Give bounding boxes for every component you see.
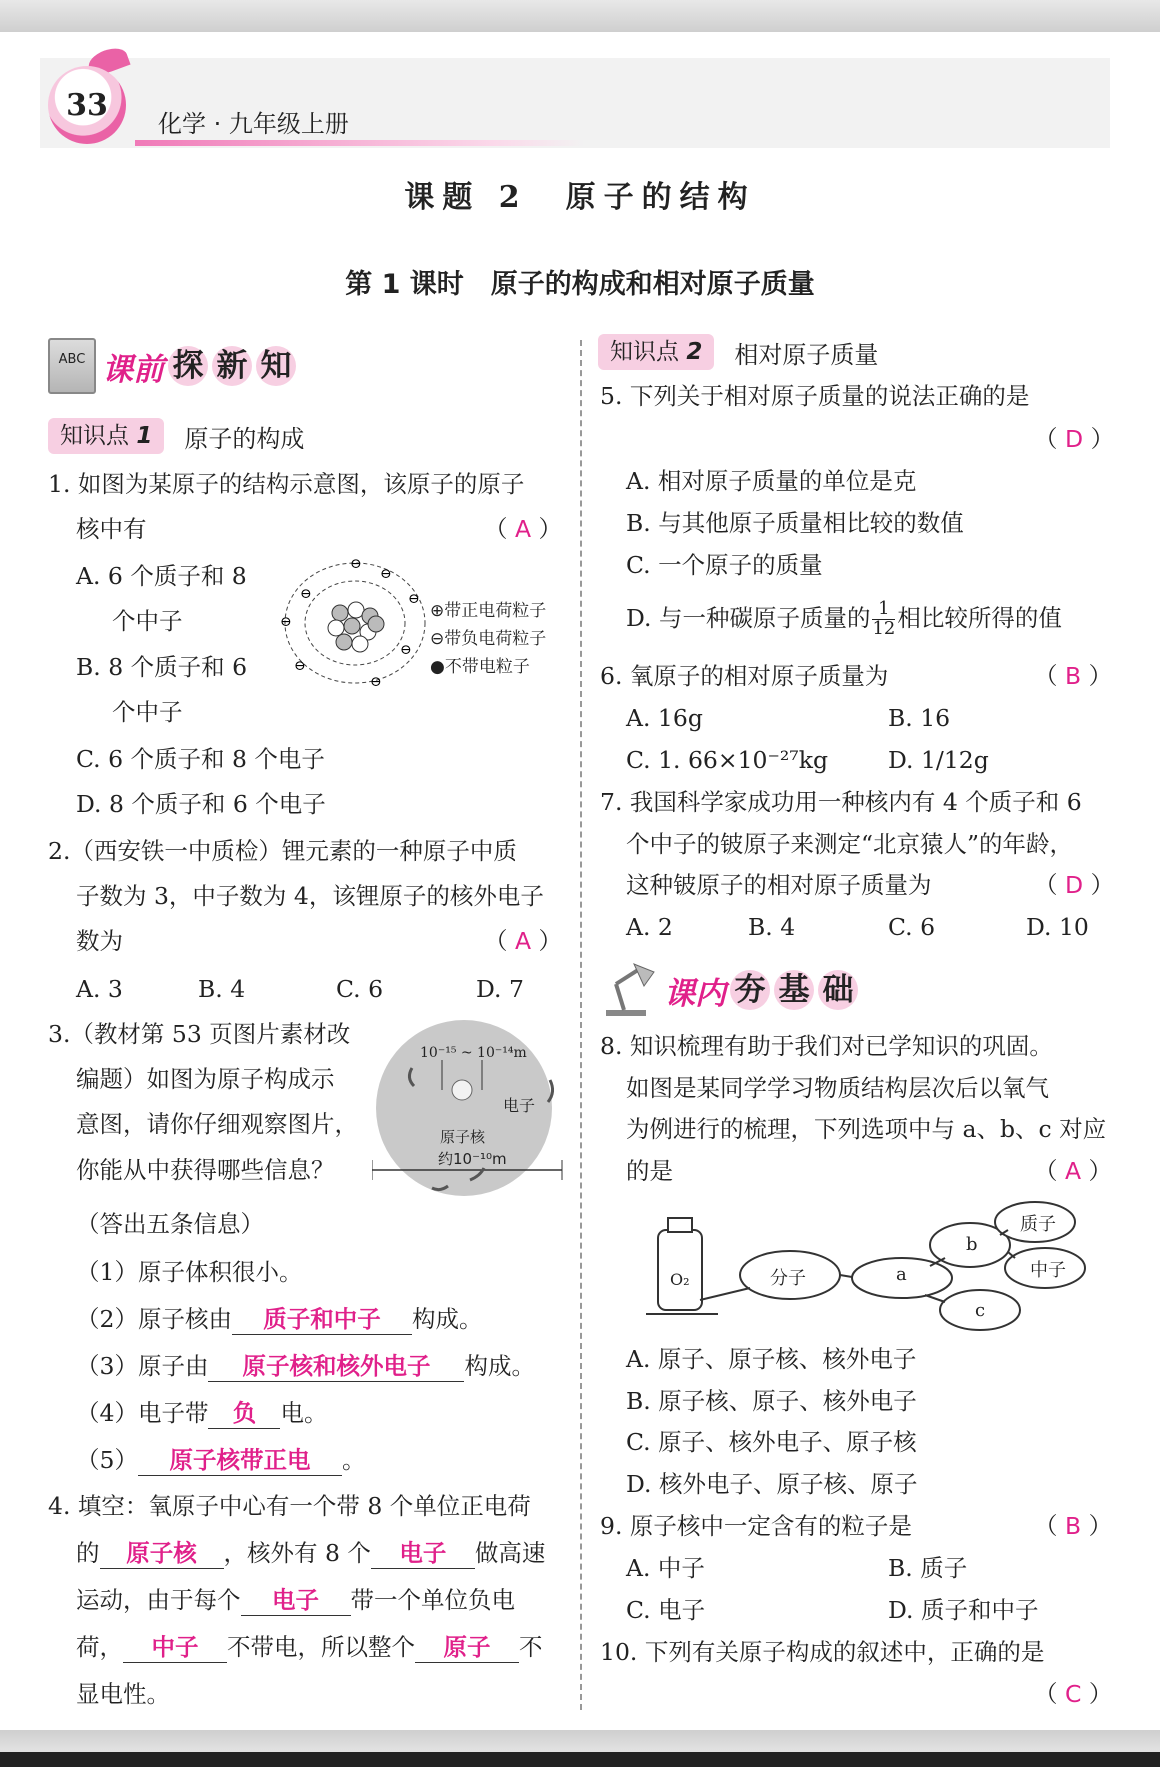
q4-line: 的 原子核 ，核外有 8 个 电子 做高速 xyxy=(76,1539,545,1569)
section-label xyxy=(664,968,858,1013)
q3-stem: （答出五条信息） xyxy=(76,1210,264,1238)
q10-stem: 10. 下列有关原子构成的叙述中，正确的是 xyxy=(600,1638,1045,1666)
q8-answer: A xyxy=(1064,1157,1082,1185)
q5-answer: D xyxy=(1064,425,1084,453)
legend-positive: ⊕带正电荷粒子 xyxy=(430,601,547,621)
q1-answer: A xyxy=(514,515,532,543)
atom-structure-diagram xyxy=(280,558,430,688)
section-label-a: 课内 xyxy=(664,975,726,1012)
q1-stem: 核中有 xyxy=(76,515,147,543)
q2-answer-bracket: （ A ） xyxy=(484,927,563,955)
node-molecule: 分子 xyxy=(770,1268,806,1289)
q3-fill-4: 负 xyxy=(208,1399,280,1429)
q1-option-a: 个中子 xyxy=(112,607,183,635)
q5-option-c: C. 一个原子的质量 xyxy=(626,551,823,579)
q6-option-d: D. 1/12g xyxy=(888,746,989,774)
legend-negative: ⊖带负电荷粒子 xyxy=(430,629,547,649)
page-number-badge: 33 xyxy=(48,66,126,144)
q8-option-c: C. 原子、核外电子、原子核 xyxy=(626,1428,917,1456)
q9-stem: 9. 原子核中一定含有的粒子是 xyxy=(600,1512,912,1540)
q4-line: 运动，由于每个 电子 带一个单位负电 xyxy=(76,1586,515,1616)
q3-stem: 3.（教材第 53 页图片素材改 xyxy=(48,1020,351,1048)
subject-label: 化学 · 九年级上册 xyxy=(158,110,349,138)
column-divider xyxy=(580,340,582,1710)
q8-stem: 如图是某同学学习物质结构层次后以氧气 xyxy=(626,1074,1049,1102)
atom-scale-label: 10⁻¹⁵ ~ 10⁻¹⁴m xyxy=(420,1045,527,1061)
node-proton: 质子 xyxy=(1020,1214,1056,1235)
section-label xyxy=(102,344,296,389)
q9-option-a: A. 中子 xyxy=(626,1554,705,1582)
q2-option-b: B. 4 xyxy=(198,975,246,1003)
section-label-char: 夯 xyxy=(730,970,770,1010)
q8-option-a: A. 原子、原子核、核外电子 xyxy=(626,1345,917,1373)
q3-fill-5: 原子核带正电 xyxy=(138,1446,342,1476)
section-label-char: 础 xyxy=(818,970,858,1010)
q8-stem: 8. 知识梳理有助于我们对已学知识的巩固。 xyxy=(600,1032,1053,1060)
section-label-char: 知 xyxy=(256,346,296,386)
q7-stem: 7. 我国科学家成功用一种核内有 4 个质子和 6 xyxy=(600,788,1082,816)
q2-stem: 子数为 3，中子数为 4，该锂原子的核外电子 xyxy=(76,882,544,910)
q5-answer-bracket: （ D ） xyxy=(1034,425,1115,453)
header-rule xyxy=(135,140,585,146)
q3-item-1: （1）原子体积很小。 xyxy=(76,1258,303,1286)
lesson-subtitle: 第 1 课时 原子的构成和相对原子质量 xyxy=(345,269,815,300)
legend-neutral: ●不带电粒子 xyxy=(430,657,530,677)
q9-option-b: B. 质子 xyxy=(888,1554,968,1582)
q7-option-b: B. 4 xyxy=(748,913,796,941)
section-label-char: 新 xyxy=(212,346,252,386)
q5-option-b: B. 与其他原子质量相比较的数值 xyxy=(626,509,964,537)
fraction: $\frac{1}{12}$ xyxy=(872,598,896,639)
svg-text:⊖: ⊖ xyxy=(350,558,362,572)
q5-stem: 5. 下列关于相对原子质量的说法正确的是 xyxy=(600,382,1030,410)
q4-line: 荷， 中子 不带电，所以整个 原子 不 xyxy=(76,1633,543,1663)
q8-stem: 的是 xyxy=(626,1157,673,1185)
q8-option-d: D. 核外电子、原子核、原子 xyxy=(626,1470,918,1498)
q9-answer: B xyxy=(1064,1512,1082,1540)
nucleus-size-label: 约10⁻¹⁰m xyxy=(438,1150,507,1168)
q3-fill-3: 原子核和核外电子 xyxy=(208,1352,464,1382)
section-header-pre-class xyxy=(48,338,296,394)
q8-stem: 为例进行的梳理，下列选项中与 a、b、c 对应 xyxy=(626,1115,1107,1143)
book-icon: ABC xyxy=(48,338,96,394)
knowledge-point-2 xyxy=(598,334,878,370)
q7-stem: 个中子的铍原子来测定“北京猿人”的年龄， xyxy=(626,830,1074,858)
q3-item-5: （5） 原子核带正电 。 xyxy=(76,1446,365,1476)
q6-answer: B xyxy=(1064,662,1082,690)
node-neutron: 中子 xyxy=(1030,1260,1066,1281)
nucleus-label: 原子核 xyxy=(440,1128,486,1146)
node-a: a xyxy=(896,1264,907,1285)
q6-option-a: A. 16g xyxy=(626,704,703,732)
top-bar xyxy=(0,0,1160,32)
q7-option-d: D. 10 xyxy=(1026,913,1089,941)
q1-option-d: D. 8 个质子和 6 个电子 xyxy=(76,790,326,818)
bottom-strip xyxy=(0,1752,1160,1767)
q1-option-b: B. 8 个质子和 6 xyxy=(76,653,248,681)
q3-fill-2: 质子和中子 xyxy=(232,1305,412,1335)
knowledge-point-tag: 知识点 1 xyxy=(48,418,164,454)
q6-answer-bracket: （ B ） xyxy=(1034,662,1113,690)
svg-text:⊖: ⊖ xyxy=(370,674,382,688)
knowledge-point-1 xyxy=(48,418,304,454)
q3-stem: 意图，请你仔细观察图片， xyxy=(76,1110,358,1138)
section-label-char: 基 xyxy=(774,970,814,1010)
q7-option-c: C. 6 xyxy=(888,913,936,941)
q8-option-b: B. 原子核、原子、核外电子 xyxy=(626,1387,917,1415)
q2-answer: A xyxy=(514,927,532,955)
section-label-char: 探 xyxy=(168,346,208,386)
section-label-a: 课前 xyxy=(102,351,164,388)
q1-option-b: 个中子 xyxy=(112,698,183,726)
q8-answer-bracket: （ A ） xyxy=(1034,1157,1113,1185)
q7-option-a: A. 2 xyxy=(626,913,673,941)
q4-fill-1: 原子核 xyxy=(100,1539,224,1569)
svg-text:⊖: ⊖ xyxy=(408,591,420,607)
knowledge-point-title: 原子的构成 xyxy=(184,424,305,453)
q10-answer-bracket: （ C ） xyxy=(1034,1680,1113,1708)
q9-option-c: C. 电子 xyxy=(626,1596,706,1624)
q4-fill-5: 原子 xyxy=(415,1633,519,1663)
bottle-label: O₂ xyxy=(670,1270,690,1289)
q6-option-c: C. 1. 66×10⁻²⁷kg xyxy=(626,746,828,774)
desk-lamp-icon xyxy=(598,960,658,1020)
q6-option-b: B. 16 xyxy=(888,704,951,732)
q5-option-a: A. 相对原子质量的单位是克 xyxy=(626,467,917,495)
q4-line: 4. 填空：氧原子中心有一个带 8 个单位正电荷 xyxy=(48,1492,531,1520)
section-header-in-class xyxy=(598,960,858,1020)
q4-line: 显电性。 xyxy=(76,1680,170,1708)
node-c: c xyxy=(975,1300,986,1321)
q2-option-c: C. 6 xyxy=(336,975,384,1003)
q2-stem: 数为 xyxy=(76,927,123,955)
knowledge-point-tag: 知识点 2 xyxy=(598,334,714,370)
electron-label: 电子 xyxy=(503,1096,536,1115)
q5-option-d: D. 与一种碳原子质量的 $\frac{1}{12}$ 相比较所得的值 xyxy=(626,598,1062,639)
svg-text:⊖: ⊖ xyxy=(380,566,392,582)
q4-fill-3: 电子 xyxy=(241,1586,351,1616)
q9-option-d: D. 质子和中子 xyxy=(888,1596,1039,1624)
q7-stem: 这种铍原子的相对原子质量为 xyxy=(626,871,932,899)
q3-stem: 你能从中获得哪些信息？ xyxy=(76,1156,335,1184)
q10-answer: C xyxy=(1064,1680,1082,1708)
q3-item-3: （3）原子由 原子核和核外电子 构成。 xyxy=(76,1352,535,1382)
q9-answer-bracket: （ B ） xyxy=(1034,1512,1113,1540)
q1-answer-bracket: （ A ） xyxy=(484,515,563,543)
svg-text:⊖: ⊖ xyxy=(300,586,312,602)
q1-option-a: A. 6 个质子和 8 xyxy=(76,562,247,590)
q2-stem: 2.（西安铁一中质检）锂元素的一种原子中质 xyxy=(48,837,517,865)
q4-fill-2: 电子 xyxy=(371,1539,475,1569)
q4-fill-4: 中子 xyxy=(123,1633,227,1663)
q2-option-a: A. 3 xyxy=(76,975,123,1003)
q3-stem: 编题）如图为原子构成示 xyxy=(76,1065,335,1093)
svg-text:⊖: ⊖ xyxy=(400,642,412,658)
q7-answer: D xyxy=(1064,871,1084,899)
lesson-title: 课题 2 原子的结构 xyxy=(404,180,756,215)
q7-answer-bracket: （ D ） xyxy=(1034,871,1115,899)
q2-option-d: D. 7 xyxy=(476,975,524,1003)
svg-text:⊖: ⊖ xyxy=(280,614,292,630)
svg-text:⊖: ⊖ xyxy=(294,658,306,674)
knowledge-point-title: 相对原子质量 xyxy=(734,340,879,369)
q1-stem: 1. 如图为某原子的结构示意图，该原子的原子 xyxy=(48,470,525,498)
q3-item-4: （4）电子带 负 电。 xyxy=(76,1399,327,1429)
q1-option-c: C. 6 个质子和 8 个电子 xyxy=(76,745,325,773)
q6-stem: 6. 氧原子的相对原子质量为 xyxy=(600,662,889,690)
q3-item-2: （2）原子核由 质子和中子 构成。 xyxy=(76,1305,482,1335)
node-b: b xyxy=(966,1234,978,1255)
